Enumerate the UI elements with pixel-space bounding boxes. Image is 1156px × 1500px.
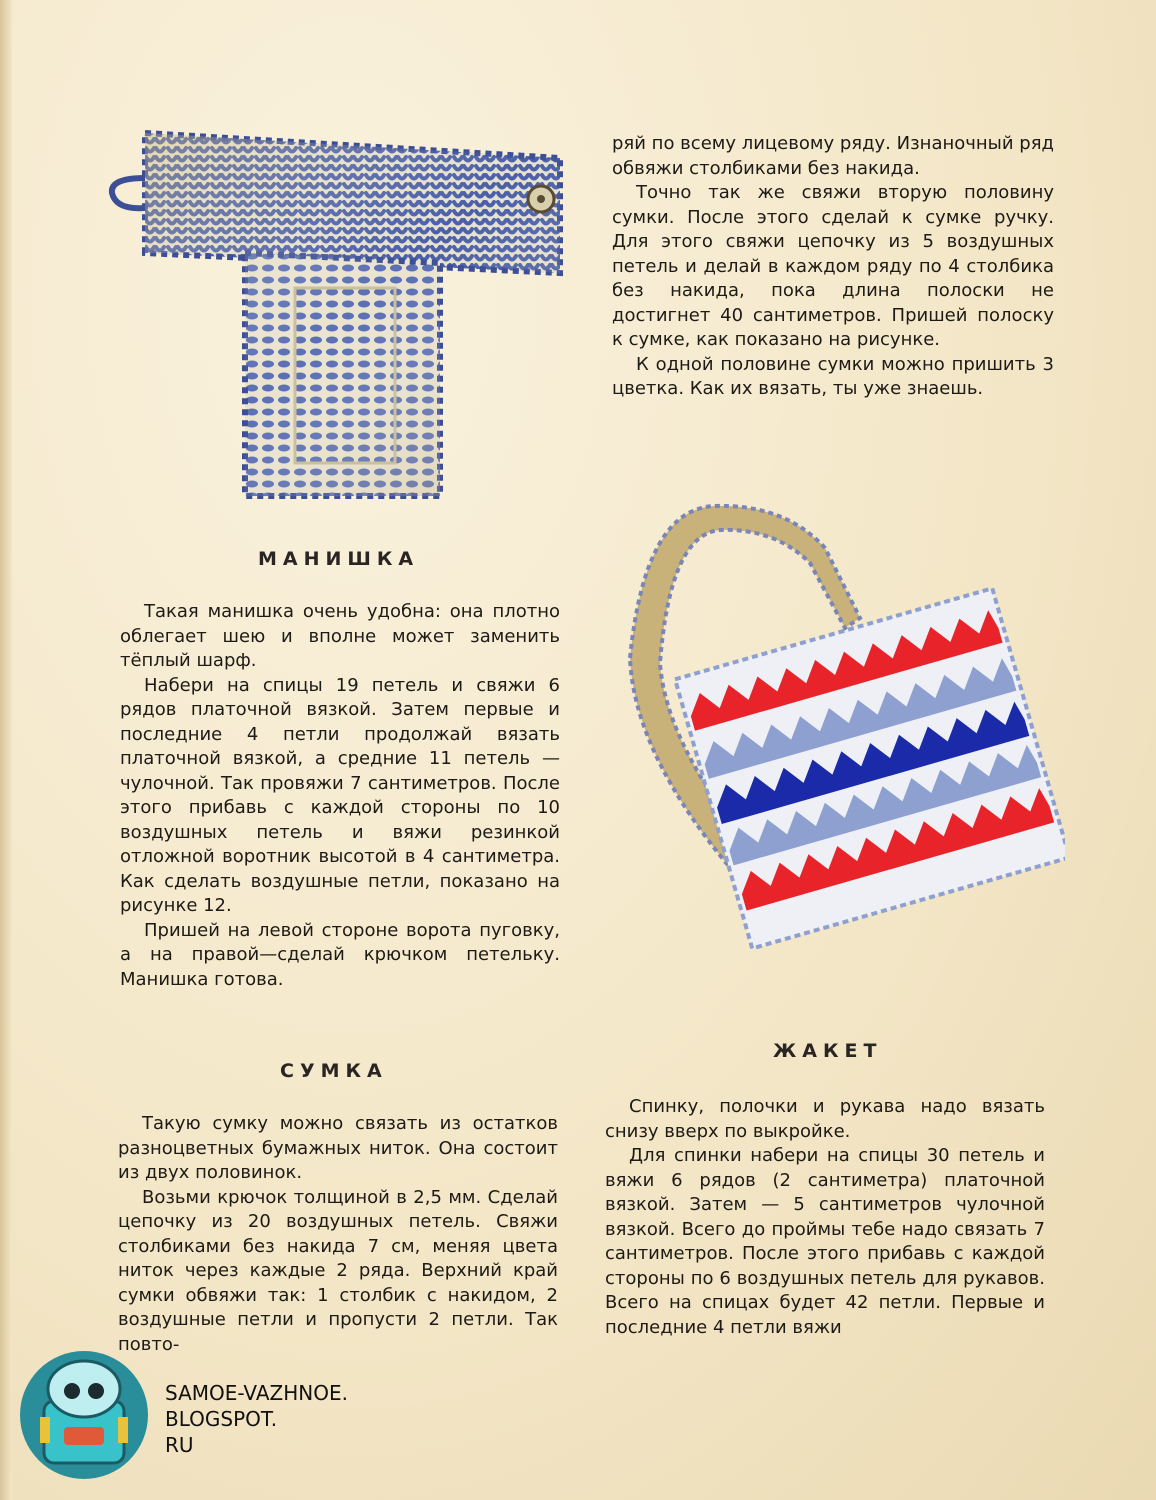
bag-illustration — [615, 488, 1065, 953]
manishka-paragraph-1: Такая манишка очень удобна: она плотно облегает шею и вполне может заменить тёплый шарф. — [120, 601, 560, 671]
robot-logo-icon — [10, 1343, 158, 1483]
site-watermark — [165, 1380, 348, 1458]
zhaket-text — [605, 1095, 1045, 1340]
site-line-2: BLOGSPOT. — [165, 1407, 278, 1431]
zhaket-paragraph-2: Для спинки набери на спицы 30 петель и вяжи 6 рядов (2 сантиметра) платочной вязкой. Затем — 5 сантиметров чулочной вязкой. Всего до проймы тебе надо связать 7 сантиметров. После этого прибавь с каждой стороны по 6 воздушных петель для рукавов. Всего на спицах будет 42 петли. Первые и последние 4 петли вяжи — [605, 1145, 1045, 1338]
sumka-cont-paragraph-1: ряй по всему лицевому ряду. Изнаночный ряд обвяжи столбиками без накида. — [612, 133, 1054, 179]
sumka-paragraph-1: Такую сумку можно связать из остатков разноцветных бумажных ниток. Она состоит из двух половинок. — [118, 1113, 558, 1183]
zhaket-paragraph-1: Спинку, полочки и рукава надо вязать снизу вверх по выкройке. — [605, 1096, 1045, 1142]
sumka-text — [118, 1112, 558, 1357]
manishka-paragraph-2: Набери на спицы 19 петель и свяжи 6 рядов платочной вязкой. Затем первые и последние 4 петли продолжай вязать платочной вязкой, а средние 11 петель — чулочной. Так провяжи 7 сантиметров. После этого прибавь с каждой стороны по 10 воздушных петель и вяжи резинкой отложной воротник высотой в 4 сантиметра. Как сделать воздушные петли, показано на рисунке 12. — [120, 674, 560, 916]
manishka-heading: МАНИШКА — [258, 548, 420, 570]
sumka-continued-text — [612, 132, 1054, 402]
manishka-text — [120, 600, 560, 992]
sumka-cont-paragraph-2: Точно так же свяжи вторую половину сумки. После этого сделай к сумке ручку. Для этого свяжи цепочку из 5 воздушных петель и делай в каждом ряду по 4 столбика без накида, пока длина полоски не достигнет 40 сантиметров. Пришей полоску к сумке, как показано на рисунке. — [612, 182, 1054, 350]
zhaket-heading: ЖАКЕТ — [773, 1040, 883, 1062]
site-line-3: RU — [165, 1433, 194, 1457]
sumka-cont-paragraph-3: К одной половине сумки можно пришить 3 цветка. Как их вязать, ты уже знаешь. — [612, 353, 1054, 399]
manishka-paragraph-3: Пришей на левой стороне ворота пуговку, а на правой—сделай крючком петельку. Манишка готова. — [120, 919, 560, 990]
site-line-1: SAMOE-VAZHNOE. — [165, 1381, 348, 1405]
sumka-paragraph-2: Возьми крючок толщиной в 2,5 мм. Сделай цепочку из 20 воздушных петель. Свяжи столбиками без накида 7 см, меняя цвета ниток через каждые 2 ряда. Верхний край сумки обвяжи так: 1 столбик с накидом, 2 воздушные петли и пропусти 2 петли. Так повто- — [118, 1186, 558, 1355]
page-edge-shadow — [0, 0, 12, 1500]
manishka-illustration — [100, 118, 580, 503]
sumka-heading: СУМКА — [280, 1060, 388, 1082]
